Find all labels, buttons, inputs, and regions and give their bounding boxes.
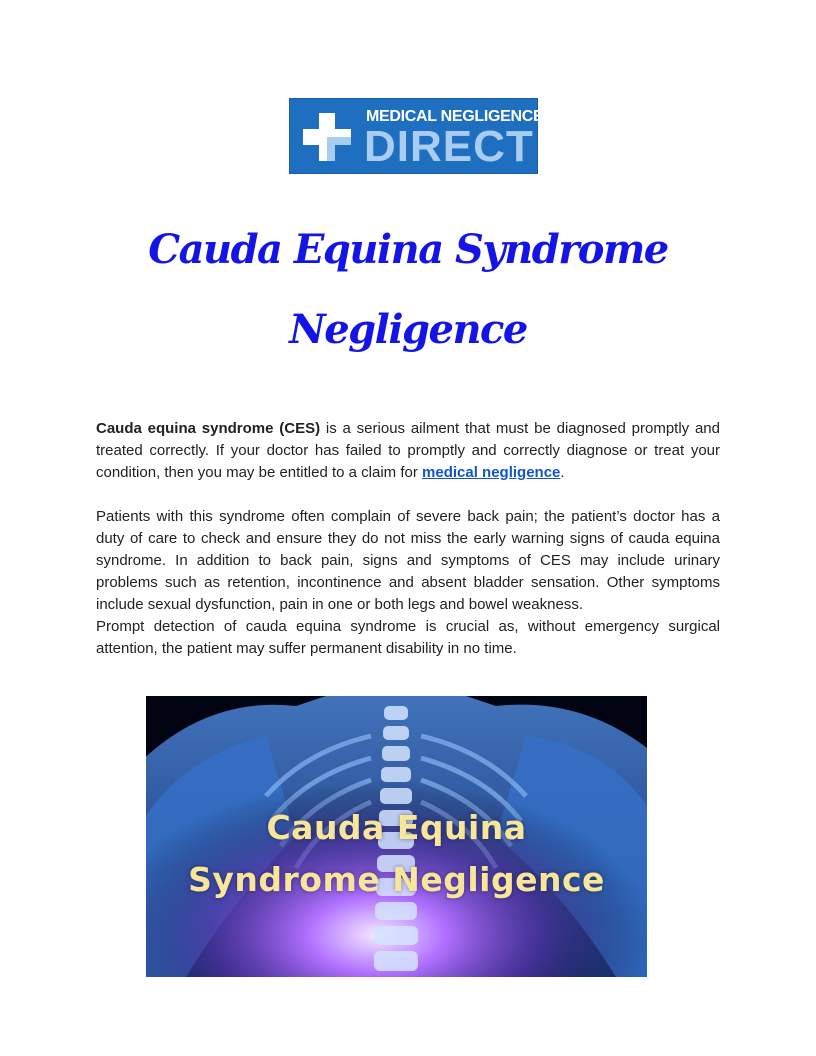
medical-negligence-link[interactable]: medical negligence [422,464,561,481]
intro-bold-term: Cauda equina syndrome (CES) [96,420,321,437]
page-title-line-2: Negligence [289,306,527,353]
logo-line-2: DIRECT [364,122,534,171]
intro-text: is a serious ailment that must be diagnosed promptly and treated correctly. If your doctor has failed to promptly and correctly diagnose or treat your condition, then you may be entitled to a claim for [96,420,720,481]
intro-paragraph [96,418,720,484]
detection-paragraph: Prompt detection of cauda equina syndrome is crucial as, without emergency surgical attention, the patient may suffer permanent disability in no time. [96,618,720,657]
medical-cross-icon [299,109,355,165]
hero-caption-line-2: Syndrome Negligence [188,860,605,899]
intro-end: . [560,464,565,481]
symptoms-paragraph: Patients with this syndrome often complain of severe back pain; the patient’s doctor has a duty of care to check and ensure they do not miss the early warning signs of cauda equina syndrome. In addition to back pain, signs and symptoms of CES may include urinary problems such as retention, incontinence and absent bladder sensation. Other symptoms include sexual dysfunction, pain in one or both legs and bowel weakness. [96,508,720,613]
hero-caption-line-1: Cauda Equina [266,808,527,847]
logo-line-1: MEDICAL NEGLIGENCE [366,108,544,125]
hero-image [146,696,647,977]
logo [289,98,544,174]
page-title-line-1: Cauda Equina Syndrome [148,226,668,273]
